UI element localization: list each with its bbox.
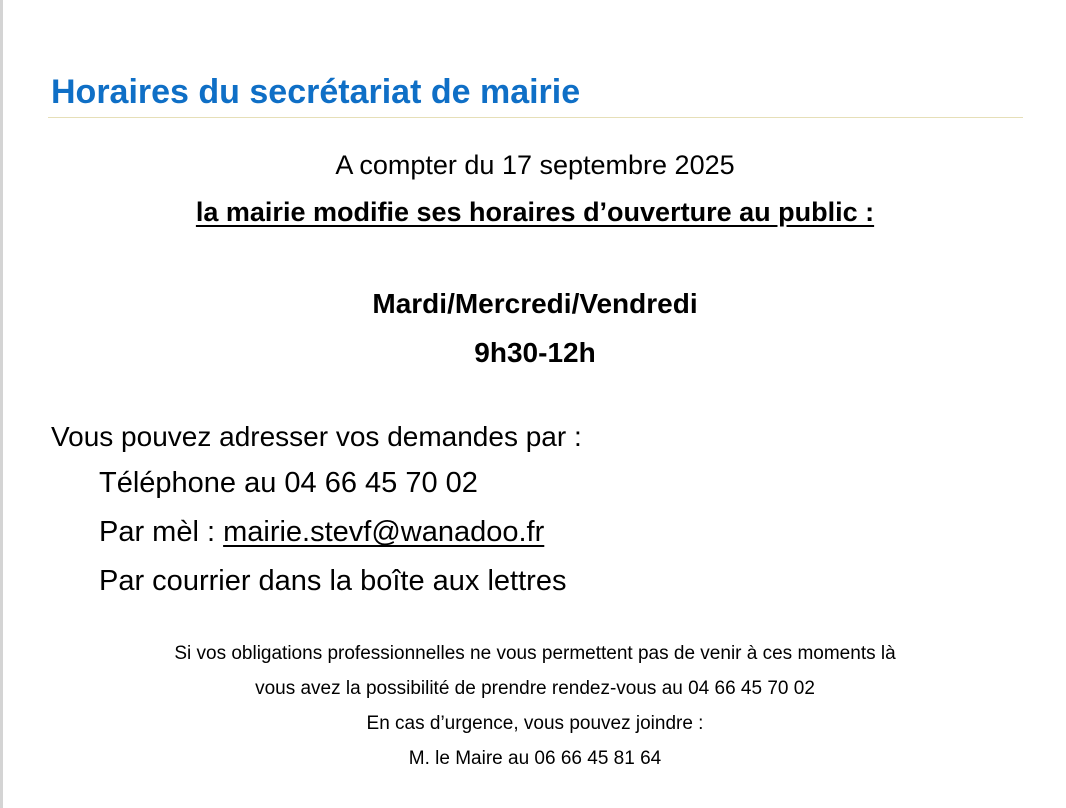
footer-line: M. le Maire au 06 66 45 81 64 [408,748,662,769]
contact-postal-mail: Par courrier dans la boîte aux lettres [99,565,567,597]
contact-phone: Téléphone au 04 66 45 70 02 [99,467,478,499]
email-link[interactable]: mairie.stevf@wanadoo.fr [223,516,545,548]
footer-line: vous avez la possibilité de prendre rendez-vous au 04 66 45 70 02 [255,678,815,699]
opening-days: Mardi/Mercredi/Vendredi [372,288,698,319]
title-divider [48,117,1023,118]
contact-email [99,516,544,549]
footer-line: Si vos obligations professionnelles ne vous permettent pas de venir à ces moments là [174,643,896,664]
contact-intro: Vous pouvez adresser vos demandes par : [51,421,582,452]
opening-hours: 9h30-12h [474,337,596,368]
notice-line [0,197,1066,228]
footer-line: En cas d’urgence, vous pouvez joindre : [366,713,704,734]
email-prefix: Par mèl : [99,516,224,548]
effective-date-line: A compter du 17 septembre 2025 [335,150,735,180]
notice-text: la mairie modifie ses horaires d’ouverture au public : [195,197,875,227]
page-title: Horaires du secrétariat de mairie [51,73,581,111]
